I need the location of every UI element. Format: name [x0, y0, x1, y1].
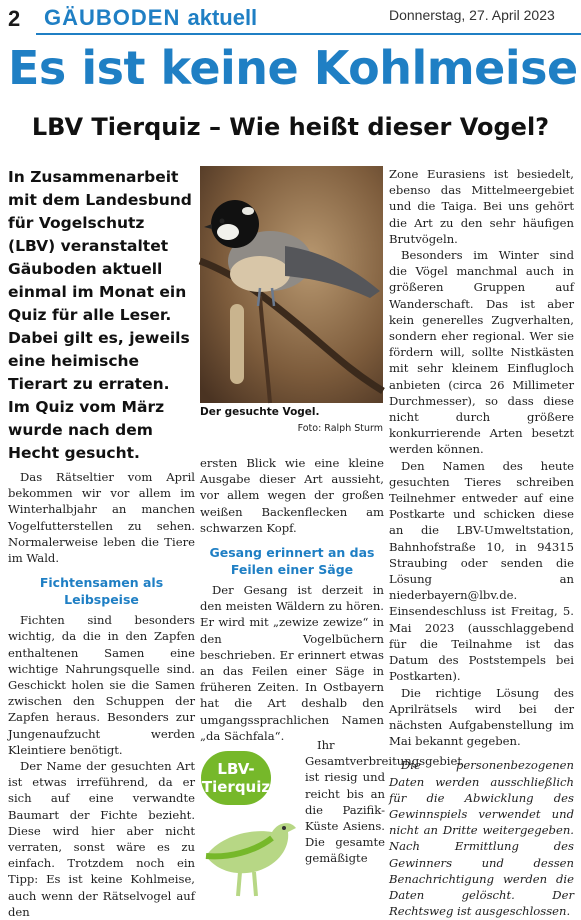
photo-caption: Der gesuchte Vogel. [200, 406, 320, 418]
paragraph: Ihr Gesamtverbreitungsgebiet ist riesig und reicht bis an die Pazifik-Küste Asiens. Die gesamte gemäßigte [305, 738, 463, 866]
paragraph: Den Namen des heute gesuchten Tieres schreiben Teilnehmer entweder auf eine Postkarte und schicken diese an die LBV-Umweltstation, Bahnhofstraße 10, in 94315 Straubing oder senden die Lösung an niederbayern@lbv.de. Einsendeschluss ist Freitag, 5. Mai 2023 (ausschlaggebend für die Teilnahme ist das Datum des Poststempels bei Postkarten). [389, 458, 574, 684]
page-number: 2 [8, 6, 21, 31]
paragraph: Der Name der gesuchten Art ist etwas irreführend, da er sich auf eine verwandte Baumart der Fichte bezieht. Diese wird hier aber nicht verraten, sonst wäre es zu einfach. Trotzdem noch ein Tipp: Es ist keine Kohlmeise, auch wenn der Rätselvogel auf den [8, 759, 195, 919]
article-subheadline: LBV Tierquiz – Wie heißt dieser Vogel? [31, 113, 550, 141]
newspaper-name-suffix: aktuell [187, 5, 258, 30]
newspaper-name [44, 5, 257, 31]
column-2-continued [305, 737, 463, 867]
article-headline: Es ist keine Kohlmeise [8, 41, 578, 95]
paragraph: ersten Blick wie eine kleine Ausgabe dieser Art aussieht, vor allem wegen der großen weißen Backenflecken am schwarzen Kopf. [200, 456, 384, 535]
paragraph: Besonders im Winter sind die Vögel manchmal auch in größeren Gruppen auf Wanderschaft. Das ist aber kein generelles Zugverhalten, sondern eher regional. Wer sie fördern will, sollte Nistkästen mit sehr kleinem Einflugloch anbieten (circa 26 Millimeter Durchmesser), so dass diese nicht durch größere konkurrierende Arten besetzt werden können. [389, 248, 574, 457]
coal-tit-illustration [200, 166, 383, 403]
section-subheading: Fichtensamen als Leibspeise [39, 575, 164, 608]
bird-photo [200, 166, 383, 403]
tierquiz-badge [201, 751, 271, 805]
paragraph: Zone Eurasiens ist besiedelt, ebenso das Mittelmeergebiet und die Taiga. Bei uns gehört die Art zu den sehr häufigen Brutvögeln. [389, 167, 574, 246]
paragraph: Das Rätseltier vom April bekommen wir vor allem im Winterhalbjahr an manchen Vogelfutterstellen zu sehen. Normalerweise leben die Tiere im Wald. [8, 470, 195, 566]
article-lead: In Zusammenarbeit mit dem Landesbund für Vogelschutz (LBV) veranstaltet Gäuboden aktuell einmal im Monat ein Quiz für alle Leser. Dabei gilt es, jeweils eine heimische Tierart zu erraten. Im Quiz vom März wurde nach dem Hecht gesucht. [8, 168, 192, 462]
badge-line-2: Tierquiz [201, 778, 271, 796]
paragraph: Der Gesang ist derzeit in den meisten Wäldern zu hören. Er wird mit „zewize zewize“ in den Vogelbüchern beschrieben. Er erinnert etwas an das Feilen einer Säge in früheren Zeiten. In Ostbayern hat die Art deshalb den umgangssprachlichen Namen „da Sächfala“. [200, 583, 384, 743]
issue-date: Donnerstag, 27. April 2023 [389, 7, 555, 23]
header-rule [36, 33, 581, 35]
photo-credit: Foto: Ralph Sturm [297, 423, 383, 434]
column-2 [200, 455, 384, 744]
section-subheading: Gesang erinnert an das Feilen einer Säge [209, 545, 375, 578]
paragraph: Die richtige Lösung des Aprilrätsels wird bei der nächsten Aufgabenstellung im Mai bekannt gegeben. [389, 685, 574, 749]
column-3 [389, 166, 574, 919]
badge-line-1: LBV- [217, 760, 255, 778]
column-1 [8, 469, 195, 920]
privacy-notice: Die personenbezogenen Daten werden ausschließlich für die Abwicklung des Gewinnspiels verwendet und nicht an Dritte weitergegeben. Nach Ermittlung des Gewinners und dessen Benachrichtigung werden die Daten gelöscht. Der Rechtsweg ist ausgeschlossen. [389, 758, 574, 919]
paragraph: Fichten sind besonders wichtig, da die in den Zapfen enthaltenen Samen eine wichtige Nahrungsquelle sind. Geschickt holen sie die Samen zwischen den Schuppen der Zapfen heraus. Besonders zur Jungenaufzucht werden Kleintiere benötigt. [8, 613, 195, 757]
newspaper-name-main: GÄUBODEN [44, 5, 181, 30]
